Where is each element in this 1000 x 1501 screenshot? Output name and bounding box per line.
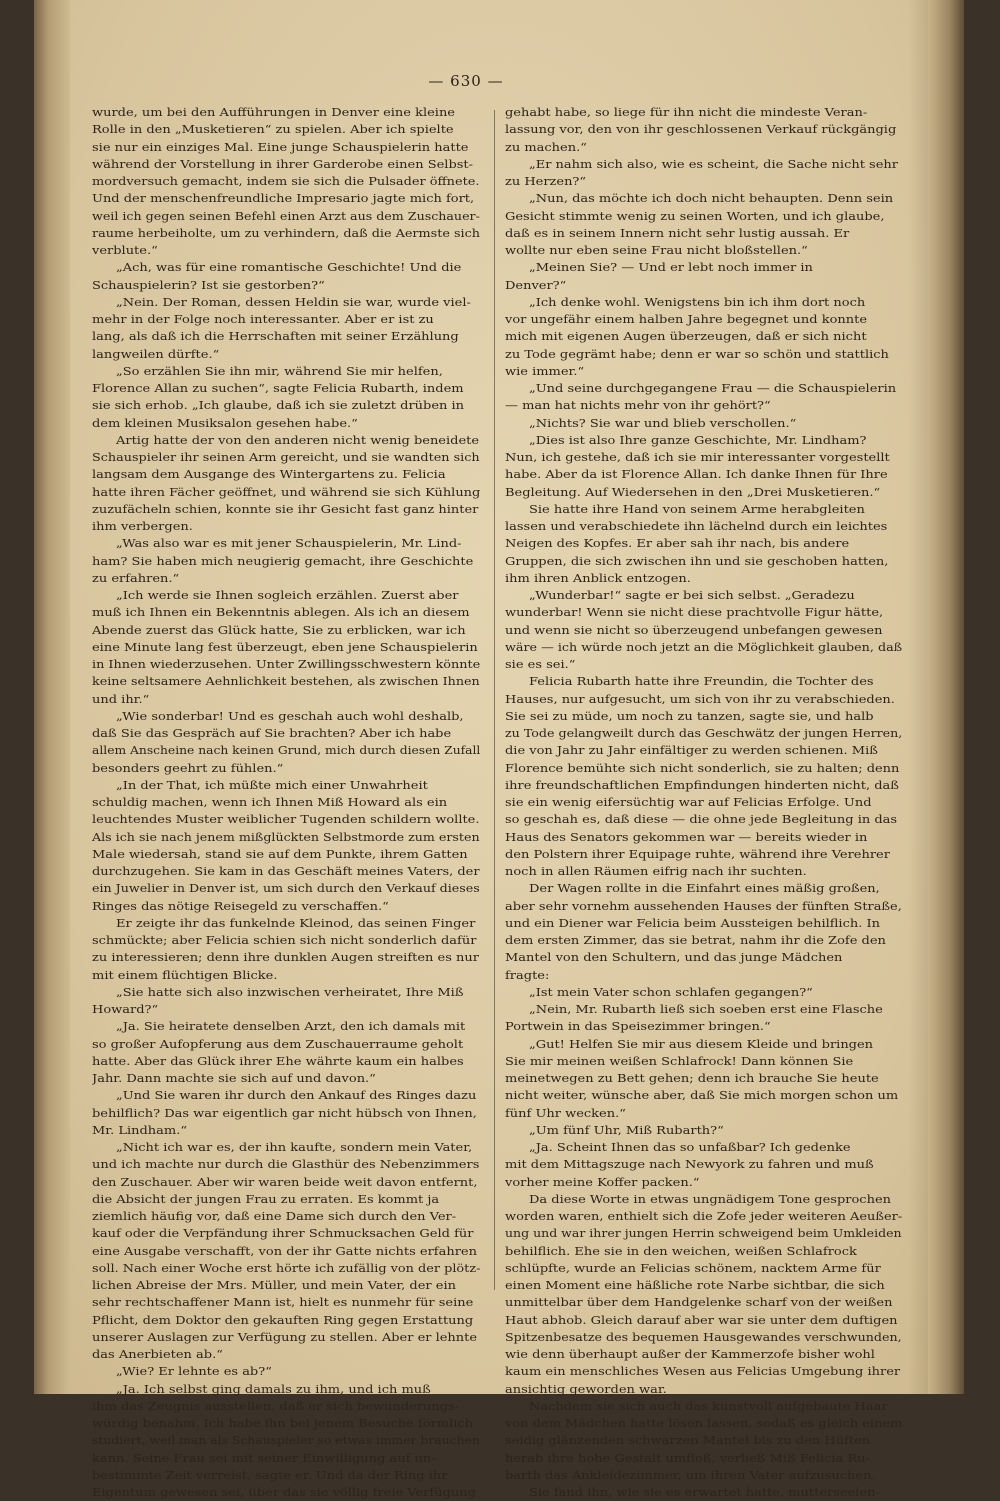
text-line: leuchtendes Muster weiblicher Tugenden schildern wollte.	[92, 812, 480, 827]
text-line: „Um fünf Uhr, Miß Rubarth?“	[529, 1122, 724, 1137]
text-line: langweilen dürfte.“	[92, 346, 220, 361]
text-line: ansichtig geworden war.	[505, 1381, 667, 1396]
text-line: Rolle in den „Musketieren“ zu spielen. Aber ich spielte	[92, 122, 454, 137]
text-line: aber sehr vornehm aussehenden Hauses der fünften Straße,	[505, 898, 902, 913]
text-line: kann. Seine Frau sei mit seiner Einwilligung auf un-	[92, 1450, 436, 1465]
text-line: muß ich Ihnen ein Bekenntnis ablegen. Als ich an diesem	[92, 605, 470, 620]
text-line: Da diese Worte in etwas ungnädigem Tone gesprochen	[529, 1191, 892, 1206]
text-line: lichen Abreise der Mrs. Müller, und mein Vater, der ein	[92, 1278, 456, 1292]
page-gutter-shadow	[34, 0, 70, 1394]
text-line: „Ja. Sie heiratete denselben Arzt, den ich damals mit	[116, 1019, 466, 1034]
text-line: Neigen des Kopfes. Er aber sah ihr nach, bis andere	[505, 536, 850, 551]
text-line: ihre freundschaftlichen Empfindungen hinderten nicht, daß	[505, 777, 899, 792]
text-line: kaum ein menschliches Wesen aus Felicias Umgebung ihrer	[505, 1364, 901, 1379]
text-line: wunderbar! Wenn sie nicht diese prachtvolle Figur hätte,	[505, 605, 884, 620]
text-line: Denver?“	[505, 277, 567, 292]
text-line: zu erfahren.“	[92, 570, 180, 585]
text-line: Mr. Lindham.“	[92, 1122, 187, 1137]
column-divider	[494, 110, 495, 1290]
text-line: Male wiedersah, stand sie auf dem Punkte, ihrem Gatten	[92, 846, 468, 861]
text-line: wollte nur eben seine Frau nicht bloßstellen.“	[505, 243, 808, 257]
text-line: sie sich erhob. „Ich glaube, daß ich sie zuletzt drüben in	[92, 398, 465, 413]
text-line: schuldig machen, wenn ich Ihnen Miß Howard als ein	[92, 795, 448, 809]
text-line: Sie sei zu müde, um noch zu tanzen, sagte sie, und halb	[505, 708, 874, 723]
text-line: Sie hatte ihre Hand von seinem Arme herabgleiten	[529, 501, 865, 516]
text-line: unserer Auslagen zur Verfügung zu stellen. Aber er lehnte	[92, 1329, 478, 1344]
text-line: ihm das Zeugnis ausstellen, daß er sich bewunderungs-	[92, 1398, 460, 1413]
text-line: schmückte; aber Felicia schien sich nicht sonderlich dafür	[92, 933, 477, 947]
text-line: bestimmte Zeit verreist, sagte er. Und da der Ring ihr	[92, 1467, 448, 1482]
text-line: von dem Mädchen hatte lösen lassen, sodaß es gleich einem	[505, 1416, 902, 1430]
text-line: Gruppen, die sich zwischen ihn und sie geschoben hatten,	[505, 553, 889, 568]
text-line: Haut abhob. Gleich darauf aber war sie unter dem duftigen	[505, 1312, 898, 1327]
text-line: fragte:	[505, 967, 550, 982]
text-line: „Nein, Mr. Rubarth ließ sich soeben erst eine Flasche	[529, 1002, 883, 1016]
text-line: einen Moment eine häßliche rote Narbe sichtbar, die sich	[505, 1278, 885, 1292]
text-line: ziemlich häufig vor, daß eine Dame sich durch den Ver-	[92, 1209, 457, 1223]
text-line: wie denn überhaupt außer der Kammerzofe bisher wohl	[505, 1347, 875, 1361]
text-line: Gesicht stimmte wenig zu seinen Worten, und ich glaube,	[505, 208, 885, 223]
text-line: sie ein wenig eifersüchtig war auf Felicias Erfolge. Und	[505, 795, 872, 809]
text-line: gehabt habe, so liege für ihn nicht die mindeste Veran-	[505, 105, 868, 119]
text-line: Mantel von den Schultern, und das junge Mädchen	[505, 950, 843, 965]
text-line: lassen und verabschiedete ihn lächelnd durch ein leichtes	[505, 519, 888, 533]
text-line: „Ach, was für eine romantische Geschichte! Und die	[116, 260, 462, 275]
text-line: Sie fand ihn, wie sie es erwartet hatte, mutterseelen-	[529, 1485, 880, 1499]
text-line: „Ja. Ich selbst ging damals zu ihm, und ich muß	[116, 1381, 431, 1396]
text-line: besonders geehrt zu fühlen.“	[92, 760, 284, 775]
text-line: sie es sei.“	[505, 657, 576, 671]
text-line: Nun, ich gestehe, daß ich sie mir interessanter vorgestellt	[505, 450, 890, 464]
text-line: eine Minute lang fest überzeugt, eben jene Schauspielerin	[92, 639, 478, 654]
text-line: vor ungefähr einem halben Jahre begegnet und konnte	[505, 312, 868, 326]
text-line: zu interessieren; denn ihre dunklen Augen streiften es nur	[92, 950, 479, 965]
text-line: ihm ihren Anblick entzogen.	[505, 570, 691, 585]
text-line: vorher meine Koffer packen.“	[505, 1174, 700, 1189]
text-line: — man hat nichts mehr von ihr gehört?“	[505, 398, 771, 413]
text-line: mit dem Mittagszuge nach Newyork zu fahren und muß	[505, 1157, 874, 1172]
text-line: Pflicht, dem Doktor den gekauften Ring gegen Erstattung	[92, 1312, 474, 1327]
text-line: barth das Ankleidezimmer, um ihren Vater aufzusuchen.	[505, 1467, 876, 1482]
text-line: zu Herzen?“	[505, 174, 587, 188]
text-line: hatte ihren Fächer geöffnet, und während sie sich Kühlung	[92, 484, 480, 499]
text-line: Artig hatte der von den anderen nicht wenig beneidete	[116, 432, 480, 447]
text-line: Schauspielerin? Ist sie gestorben?“	[92, 277, 325, 292]
text-line: „Ist mein Vater schon schlafen gegangen?“	[529, 984, 813, 999]
text-line: „Gut! Helfen Sie mir aus diesem Kleide und bringen	[529, 1036, 874, 1051]
text-line: behilflich? Das war eigentlich gar nicht hübsch von Ihnen,	[92, 1105, 477, 1120]
text-line: dem kleinen Musiksalon gesehen habe.“	[92, 415, 358, 430]
text-line: „Ich denke wohl. Wenigstens bin ich ihm dort noch	[529, 294, 866, 309]
text-line: „Meinen Sie? — Und er lebt noch immer in	[529, 260, 813, 275]
text-line: Spitzenbesatze des bequemen Hausgewandes verschwunden,	[505, 1329, 902, 1344]
text-line: seidig glänzenden schwarzen Mantel bis zu den Hüften	[505, 1433, 871, 1448]
text-line: daß Sie das Gespräch auf Sie brachten? Aber ich habe	[92, 726, 452, 740]
text-line: verblute.“	[92, 243, 158, 257]
text-line: daß es in seinem Innern nicht sehr lustig aussah. Er	[505, 225, 850, 240]
text-line: herab ihre hohe Gestalt umfloß, verließ Miß Felicia Ru-	[505, 1450, 870, 1465]
text-line: keine seltsamere Aehnlichkeit bestehen, als zwischen Ihnen	[92, 674, 480, 689]
text-line: allem Anscheine nach keinen Grund, mich durch diesen Zufall	[92, 743, 480, 758]
text-line: Er zeigte ihr das funkelnde Kleinod, das seinen Finger	[116, 915, 476, 930]
text-line: zu Tode gelangweilt durch das Geschwätz der jungen Herren,	[505, 726, 902, 740]
page-right-edge	[928, 0, 964, 1394]
text-line: Sie mir meinen weißen Schlafrock! Dann können Sie	[505, 1053, 854, 1068]
text-line: lang, als daß ich die Herrschaften mit seiner Erzählung	[92, 329, 459, 344]
text-line: „Wie sonderbar! Und es geschah auch wohl deshalb,	[116, 708, 464, 723]
text-line: soll. Nach einer Woche erst hörte ich zufällig von der plötz-	[92, 1260, 480, 1275]
text-line: „Nein. Der Roman, dessen Heldin sie war, wurde viel-	[116, 294, 471, 309]
text-line: Begleitung. Auf Wiedersehen in den „Drei Musketieren.“	[505, 484, 881, 499]
text-line: und wenn sie nicht so überzeugend unbefangen gewesen	[505, 622, 883, 637]
text-line: „Und seine durchgegangene Frau — die Schauspielerin	[529, 381, 897, 395]
text-line: Portwein in das Speisezimmer bringen.“	[505, 1019, 771, 1034]
text-line: so geschah es, daß diese — die ohne jede Begleitung in das	[505, 812, 898, 827]
text-line: „Wie? Er lehnte es ab?“	[116, 1364, 272, 1379]
text-line: zuzufächeln schien, konnte sie ihr Gesicht fast ganz hinter	[92, 501, 479, 516]
text-line: hatte. Aber das Glück ihrer Ehe währte kaum ein halbes	[92, 1053, 464, 1068]
text-line: wurde, um bei den Aufführungen in Denver eine kleine	[92, 105, 456, 119]
text-line: Florence Allan zu suchen“, sagte Felicia Rubarth, indem	[92, 381, 464, 395]
text-line: schlüpfte, wurde an Felicias schönem, nacktem Arme für	[505, 1260, 881, 1275]
text-line: noch in allen Räumen eifrig nach ihr suchten.	[505, 864, 807, 878]
text-line: fünf Uhr wecken.“	[505, 1105, 626, 1120]
text-line: Schauspieler ihr seinen Arm gereicht, und sie wandten sich	[92, 450, 480, 464]
text-line: „Und Sie waren ihr durch den Ankauf des Ringes dazu	[116, 1088, 477, 1103]
text-line: Eigentum gewesen sei, über das sie völlig freie Verfügung	[92, 1485, 476, 1499]
text-line: „Nichts? Sie war und blieb verschollen.“	[529, 415, 797, 430]
text-line: den Zuschauer. Aber wir waren beide weit davon entfernt,	[92, 1174, 478, 1189]
text-line: in Ihnen wiederzusehen. Unter Zwillingsschwestern könnte	[92, 657, 480, 671]
text-line: studiert, weil man als Schauspieler so etwas immer brauchen	[92, 1433, 480, 1448]
text-line: kauf oder die Verpfändung ihrer Schmucksachen Geld für	[92, 1226, 474, 1241]
text-line: durchzugehen. Sie kam in das Geschäft meines Vaters, der	[92, 864, 480, 878]
text-line: meinetwegen zu Bett gehen; denn ich brauche Sie heute	[505, 1071, 879, 1085]
text-line: lassung vor, den von ihr geschlossenen Verkauf rückgängig	[505, 122, 897, 137]
text-line: würdig benahm. Ich habe ihn bei jenem Besuche förmlich	[92, 1416, 474, 1430]
text-line: das Anerbieten ab.“	[92, 1347, 223, 1361]
text-line: wie immer.“	[505, 363, 585, 378]
text-line: sehr rechtschaffener Mann ist, hielt es nunmehr für seine	[92, 1295, 474, 1310]
text-line: nicht weiter, wünsche aber, daß Sie mich morgen schon um	[505, 1088, 899, 1103]
text-line: Florence bemühte sich nicht sonderlich, sie zu halten; denn	[505, 760, 900, 775]
text-line: und ihr.“	[92, 691, 150, 706]
text-line: raume herbeiholte, um zu verhindern, daß die Aermste sich	[92, 225, 480, 240]
text-line: ein Juwelier in Denver ist, um sich durch den Verkauf dieses	[92, 881, 480, 896]
text-line: eine Ausgabe verschafft, von der ihr Gatte nichts erfahren	[92, 1243, 477, 1258]
text-line: Howard?“	[92, 1002, 159, 1016]
text-line: behilflich. Ehe sie in den weichen, weißen Schlafrock	[505, 1243, 857, 1258]
text-line: „Nun, das möchte ich doch nicht behaupten. Denn sein	[529, 191, 894, 206]
text-line: zu machen.“	[505, 139, 587, 154]
text-line: Abende zuerst das Glück hatte, Sie zu erblicken, war ich	[92, 622, 466, 637]
text-line: worden waren, enthielt sich die Zofe jeder weiteren Aeußer-	[505, 1209, 902, 1223]
right-text-column	[505, 104, 902, 1501]
text-line: „So erzählen Sie ihn mir, während Sie mir helfen,	[116, 363, 443, 378]
text-line: Der Wagen rollte in die Einfahrt eines mäßig großen,	[529, 881, 880, 896]
text-line: Und der menschenfreundliche Impresario jagte mich fort,	[92, 191, 475, 206]
text-line: die von Jahr zu Jahr einfältiger zu werden schienen. Miß	[505, 743, 878, 758]
text-line: wäre — ich würde noch jetzt an die Möglichkeit glauben, daß	[505, 639, 902, 654]
text-line: während der Vorstellung in ihrer Garderobe einen Selbst-	[92, 156, 474, 171]
text-line: ihm verbergen.	[92, 519, 193, 533]
text-line: mehr in der Folge noch interessanter. Aber er ist zu	[92, 312, 434, 326]
text-line: weil ich gegen seinen Befehl einen Arzt aus dem Zuschauer-	[92, 208, 480, 223]
text-line: Hauses, nur aufgesucht, um sich von ihr zu verabschieden.	[505, 691, 895, 706]
text-line: „Ja. Scheint Ihnen das so unfaßbar? Ich gedenke	[529, 1140, 851, 1154]
text-line: mich mit eigenen Augen überzeugen, daß er sich nicht	[505, 329, 867, 344]
text-line: Haus des Senators gekommen war — bereits wieder in	[505, 829, 868, 844]
text-line: so großer Aufopferung aus dem Zuschauerraume geholt	[92, 1036, 464, 1051]
text-line: zu Tode gegrämt habe; denn er war so schön und stattlich	[505, 346, 889, 361]
text-line: die Absicht der jungen Frau zu erraten. Es kommt ja	[92, 1191, 440, 1206]
text-line: mordversuch gemacht, indem sie sich die Pulsader öffnete.	[92, 174, 480, 188]
text-line: den Polstern ihrer Equipage ruhte, während ihre Verehrer	[505, 846, 890, 861]
text-line: „Wunderbar!“ sagte er bei sich selbst. „Geradezu	[529, 588, 855, 602]
text-line: langsam dem Ausgange des Wintergartens zu. Felicia	[92, 467, 446, 482]
text-line: mit einem flüchtigen Blicke.	[92, 967, 278, 982]
text-line: „Nicht ich war es, der ihn kaufte, sondern mein Vater,	[116, 1140, 473, 1154]
text-line: „Er nahm sich also, wie es scheint, die Sache nicht sehr	[529, 156, 898, 171]
text-line: habe. Aber da ist Florence Allan. Ich danke Ihnen für Ihre	[505, 467, 888, 482]
text-line: ham? Sie haben mich neugierig gemacht, ihre Geschichte	[92, 553, 474, 568]
text-line: „Sie hatte sich also inzwischen verheiratet, Ihre Miß	[116, 984, 464, 999]
left-text-column	[92, 104, 480, 1501]
text-line: „Was also war es mit jener Schauspielerin, Mr. Lind-	[116, 536, 462, 551]
page-number: — 630 —	[428, 72, 504, 90]
text-line: sie nur ein einziges Mal. Eine junge Schauspielerin hatte	[92, 139, 469, 154]
text-line: „Ich werde sie Ihnen sogleich erzählen. Zuerst aber	[116, 588, 459, 602]
text-line: Ringes das nötige Reisegeld zu verschaffen.“	[92, 898, 389, 913]
text-line: „Dies ist also Ihre ganze Geschichte, Mr. Lindham?	[529, 432, 867, 447]
text-line: Als ich sie nach jenem mißglückten Selbstmorde zum ersten	[92, 829, 480, 844]
text-line: Felicia Rubarth hatte ihre Freundin, die Tochter des	[529, 674, 874, 689]
text-line: „In der That, ich müßte mich einer Unwahrheit	[116, 777, 428, 792]
text-line: unmittelbar über dem Handgelenke scharf von der weißen	[505, 1295, 893, 1310]
text-line: dem ersten Zimmer, das sie betrat, nahm ihr die Zofe den	[505, 933, 886, 947]
text-line: und ich machte nur durch die Glasthür des Nebenzimmers	[92, 1157, 480, 1172]
text-line: ung und war ihrer jungen Herrin schweigend beim Umkleiden	[505, 1226, 902, 1241]
text-line: und ein Diener war Felicia beim Aussteigen behilflich. In	[505, 915, 880, 930]
text-line: Jahr. Dann machte sie sich auf und davon.“	[92, 1071, 376, 1085]
text-line: Nachdem sie sich auch das kunstvoll aufgebaute Haar	[529, 1398, 888, 1413]
